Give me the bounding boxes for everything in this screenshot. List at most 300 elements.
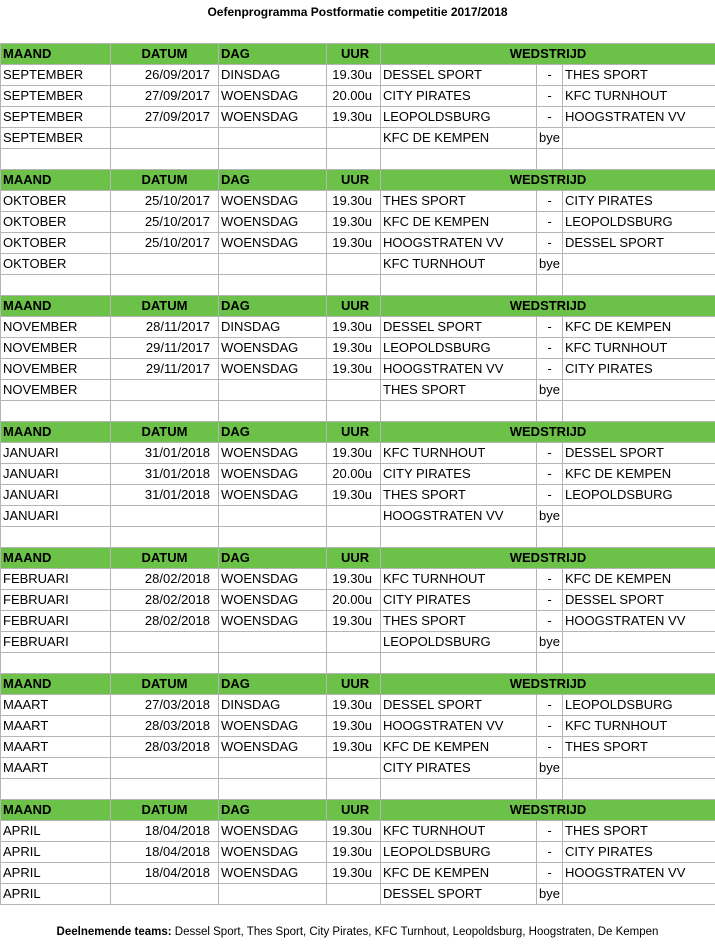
uur-cell: 20.00u	[327, 590, 381, 611]
dag-cell: WOENSDAG	[219, 842, 327, 863]
match-row	[1, 443, 715, 464]
header-maand: MAAND	[1, 422, 111, 443]
participating-teams	[0, 924, 715, 940]
empty-cell	[1, 653, 111, 674]
uur-cell: 19.30u	[327, 233, 381, 254]
empty-cell	[111, 275, 219, 296]
match-row	[1, 233, 715, 254]
match-row	[1, 632, 715, 653]
uur-cell	[327, 884, 381, 905]
dag-cell: DINSDAG	[219, 65, 327, 86]
separator-cell: -	[537, 485, 563, 506]
empty-cell	[1, 779, 111, 800]
match-row	[1, 737, 715, 758]
empty-row	[1, 653, 715, 674]
uur-cell: 19.30u	[327, 338, 381, 359]
empty-row	[1, 401, 715, 422]
header-row	[1, 170, 715, 191]
empty-cell	[537, 653, 563, 674]
match-row	[1, 464, 715, 485]
match-row	[1, 338, 715, 359]
uur-cell: 19.30u	[327, 359, 381, 380]
separator-cell: -	[537, 716, 563, 737]
empty-cell	[219, 401, 327, 422]
header-dag: DAG	[219, 674, 327, 695]
header-datum: DATUM	[111, 44, 219, 65]
header-uur: UUR	[327, 422, 381, 443]
empty-cell	[381, 275, 537, 296]
maand-cell: JANUARI	[1, 485, 111, 506]
separator-cell: bye	[537, 506, 563, 527]
home-team-cell: CITY PIRATES	[381, 758, 537, 779]
header-maand: MAAND	[1, 674, 111, 695]
empty-cell	[1, 275, 111, 296]
datum-cell: 31/01/2018	[111, 464, 219, 485]
empty-cell	[327, 275, 381, 296]
datum-cell: 28/11/2017	[111, 317, 219, 338]
dag-cell	[219, 506, 327, 527]
home-team-cell: CITY PIRATES	[381, 464, 537, 485]
match-row	[1, 254, 715, 275]
datum-cell	[111, 380, 219, 401]
match-row	[1, 821, 715, 842]
empty-cell	[381, 149, 537, 170]
maand-cell: OKTOBER	[1, 254, 111, 275]
datum-cell	[111, 506, 219, 527]
dag-cell	[219, 632, 327, 653]
uur-cell: 19.30u	[327, 191, 381, 212]
uur-cell	[327, 380, 381, 401]
header-maand: MAAND	[1, 296, 111, 317]
match-row	[1, 569, 715, 590]
empty-cell	[381, 779, 537, 800]
separator-cell: bye	[537, 758, 563, 779]
dag-cell	[219, 380, 327, 401]
match-row	[1, 506, 715, 527]
home-team-cell: CITY PIRATES	[381, 590, 537, 611]
home-team-cell: HOOGSTRATEN VV	[381, 359, 537, 380]
empty-cell	[327, 149, 381, 170]
datum-cell	[111, 758, 219, 779]
separator-cell: -	[537, 317, 563, 338]
uur-cell: 19.30u	[327, 611, 381, 632]
maand-cell: APRIL	[1, 821, 111, 842]
away-team-cell	[563, 632, 715, 653]
maand-cell: OKTOBER	[1, 191, 111, 212]
home-team-cell: KFC TURNHOUT	[381, 254, 537, 275]
separator-cell: -	[537, 863, 563, 884]
match-row	[1, 107, 715, 128]
maand-cell: FEBRUARI	[1, 590, 111, 611]
header-row	[1, 800, 715, 821]
match-row	[1, 611, 715, 632]
maand-cell: NOVEMBER	[1, 317, 111, 338]
home-team-cell: KFC DE KEMPEN	[381, 737, 537, 758]
empty-cell	[537, 275, 563, 296]
datum-cell: 25/10/2017	[111, 233, 219, 254]
uur-cell: 19.30u	[327, 485, 381, 506]
datum-cell	[111, 632, 219, 653]
dag-cell: WOENSDAG	[219, 821, 327, 842]
maand-cell: MAART	[1, 716, 111, 737]
away-team-cell: THES SPORT	[563, 821, 715, 842]
separator-cell: -	[537, 212, 563, 233]
uur-cell: 19.30u	[327, 821, 381, 842]
datum-cell: 29/11/2017	[111, 338, 219, 359]
header-wedstrijd: WEDSTRIJD	[381, 422, 715, 443]
header-maand: MAAND	[1, 800, 111, 821]
away-team-cell: HOOGSTRATEN VV	[563, 611, 715, 632]
separator-cell: bye	[537, 884, 563, 905]
maand-cell: MAART	[1, 737, 111, 758]
empty-cell	[219, 779, 327, 800]
match-row	[1, 128, 715, 149]
maand-cell: FEBRUARI	[1, 632, 111, 653]
empty-cell	[381, 653, 537, 674]
home-team-cell: THES SPORT	[381, 380, 537, 401]
dag-cell: WOENSDAG	[219, 191, 327, 212]
away-team-cell	[563, 380, 715, 401]
header-maand: MAAND	[1, 170, 111, 191]
match-row	[1, 485, 715, 506]
header-maand: MAAND	[1, 548, 111, 569]
uur-cell: 19.30u	[327, 863, 381, 884]
match-row	[1, 758, 715, 779]
datum-cell: 28/02/2018	[111, 611, 219, 632]
away-team-cell: HOOGSTRATEN VV	[563, 107, 715, 128]
datum-cell: 27/09/2017	[111, 107, 219, 128]
header-datum: DATUM	[111, 674, 219, 695]
uur-cell: 19.30u	[327, 737, 381, 758]
header-datum: DATUM	[111, 800, 219, 821]
dag-cell: DINSDAG	[219, 695, 327, 716]
away-team-cell: HOOGSTRATEN VV	[563, 863, 715, 884]
header-uur: UUR	[327, 44, 381, 65]
maand-cell: MAART	[1, 758, 111, 779]
dag-cell: WOENSDAG	[219, 569, 327, 590]
home-team-cell: LEOPOLDSBURG	[381, 107, 537, 128]
header-datum: DATUM	[111, 170, 219, 191]
empty-cell	[111, 401, 219, 422]
empty-cell	[563, 653, 715, 674]
dag-cell: WOENSDAG	[219, 716, 327, 737]
maand-cell: JANUARI	[1, 506, 111, 527]
uur-cell: 19.30u	[327, 107, 381, 128]
empty-cell	[1, 149, 111, 170]
datum-cell: 28/02/2018	[111, 590, 219, 611]
match-row	[1, 590, 715, 611]
away-team-cell: KFC DE KEMPEN	[563, 464, 715, 485]
empty-row	[1, 779, 715, 800]
home-team-cell: THES SPORT	[381, 611, 537, 632]
uur-cell: 19.30u	[327, 65, 381, 86]
dag-cell: WOENSDAG	[219, 338, 327, 359]
empty-cell	[327, 401, 381, 422]
empty-cell	[111, 779, 219, 800]
separator-cell: -	[537, 233, 563, 254]
datum-cell	[111, 254, 219, 275]
match-row	[1, 695, 715, 716]
header-dag: DAG	[219, 296, 327, 317]
maand-cell: OKTOBER	[1, 212, 111, 233]
separator-cell: bye	[537, 380, 563, 401]
empty-cell	[537, 527, 563, 548]
header-row	[1, 674, 715, 695]
separator-cell: -	[537, 590, 563, 611]
empty-cell	[111, 653, 219, 674]
dag-cell	[219, 128, 327, 149]
separator-cell: -	[537, 464, 563, 485]
away-team-cell	[563, 758, 715, 779]
away-team-cell: LEOPOLDSBURG	[563, 485, 715, 506]
empty-row	[1, 275, 715, 296]
away-team-cell: CITY PIRATES	[563, 359, 715, 380]
empty-row	[1, 149, 715, 170]
empty-cell	[111, 149, 219, 170]
header-datum: DATUM	[111, 296, 219, 317]
empty-cell	[537, 149, 563, 170]
datum-cell: 28/03/2018	[111, 737, 219, 758]
header-dag: DAG	[219, 548, 327, 569]
dag-cell: WOENSDAG	[219, 611, 327, 632]
home-team-cell: DESSEL SPORT	[381, 65, 537, 86]
away-team-cell: THES SPORT	[563, 65, 715, 86]
away-team-cell: LEOPOLDSBURG	[563, 212, 715, 233]
maand-cell: JANUARI	[1, 464, 111, 485]
header-dag: DAG	[219, 800, 327, 821]
empty-cell	[219, 275, 327, 296]
match-row	[1, 191, 715, 212]
datum-cell: 29/11/2017	[111, 359, 219, 380]
participating-teams-label: Deelnemende teams:	[56, 926, 172, 938]
away-team-cell	[563, 506, 715, 527]
home-team-cell: LEOPOLDSBURG	[381, 338, 537, 359]
dag-cell: WOENSDAG	[219, 233, 327, 254]
empty-cell	[537, 401, 563, 422]
separator-cell: -	[537, 842, 563, 863]
separator-cell: -	[537, 191, 563, 212]
empty-cell	[111, 527, 219, 548]
header-uur: UUR	[327, 170, 381, 191]
match-row	[1, 359, 715, 380]
empty-cell	[381, 401, 537, 422]
maand-cell: SEPTEMBER	[1, 107, 111, 128]
home-team-cell: LEOPOLDSBURG	[381, 632, 537, 653]
away-team-cell: CITY PIRATES	[563, 191, 715, 212]
header-uur: UUR	[327, 800, 381, 821]
dag-cell: WOENSDAG	[219, 212, 327, 233]
maand-cell: NOVEMBER	[1, 380, 111, 401]
datum-cell: 18/04/2018	[111, 821, 219, 842]
dag-cell: WOENSDAG	[219, 863, 327, 884]
uur-cell: 19.30u	[327, 317, 381, 338]
datum-cell	[111, 128, 219, 149]
uur-cell	[327, 254, 381, 275]
empty-cell	[563, 779, 715, 800]
maand-cell: SEPTEMBER	[1, 65, 111, 86]
home-team-cell: CITY PIRATES	[381, 86, 537, 107]
away-team-cell: KFC TURNHOUT	[563, 86, 715, 107]
header-dag: DAG	[219, 44, 327, 65]
dag-cell: WOENSDAG	[219, 590, 327, 611]
datum-cell: 26/09/2017	[111, 65, 219, 86]
separator-cell: bye	[537, 632, 563, 653]
empty-cell	[327, 779, 381, 800]
home-team-cell: HOOGSTRATEN VV	[381, 506, 537, 527]
uur-cell: 20.00u	[327, 86, 381, 107]
uur-cell: 20.00u	[327, 464, 381, 485]
away-team-cell: CITY PIRATES	[563, 842, 715, 863]
match-row	[1, 842, 715, 863]
maand-cell: FEBRUARI	[1, 611, 111, 632]
datum-cell: 25/10/2017	[111, 212, 219, 233]
empty-cell	[219, 149, 327, 170]
separator-cell: -	[537, 107, 563, 128]
dag-cell: WOENSDAG	[219, 485, 327, 506]
datum-cell: 18/04/2018	[111, 842, 219, 863]
header-wedstrijd: WEDSTRIJD	[381, 170, 715, 191]
away-team-cell: DESSEL SPORT	[563, 233, 715, 254]
header-uur: UUR	[327, 674, 381, 695]
empty-cell	[219, 653, 327, 674]
separator-cell: -	[537, 569, 563, 590]
header-dag: DAG	[219, 422, 327, 443]
separator-cell: -	[537, 611, 563, 632]
separator-cell: -	[537, 65, 563, 86]
maand-cell: MAART	[1, 695, 111, 716]
maand-cell: OKTOBER	[1, 233, 111, 254]
empty-cell	[1, 527, 111, 548]
page-title: Oefenprogramma Postformatie competitie 2017/2018	[207, 5, 508, 19]
header-wedstrijd: WEDSTRIJD	[381, 44, 715, 65]
header-wedstrijd: WEDSTRIJD	[381, 548, 715, 569]
dag-cell: WOENSDAG	[219, 464, 327, 485]
away-team-cell: KFC TURNHOUT	[563, 338, 715, 359]
datum-cell: 25/10/2017	[111, 191, 219, 212]
datum-cell: 18/04/2018	[111, 863, 219, 884]
header-row	[1, 296, 715, 317]
header-row	[1, 422, 715, 443]
datum-cell: 27/03/2018	[111, 695, 219, 716]
header-uur: UUR	[327, 548, 381, 569]
empty-cell	[327, 527, 381, 548]
maand-cell: APRIL	[1, 842, 111, 863]
uur-cell: 19.30u	[327, 842, 381, 863]
header-datum: DATUM	[111, 548, 219, 569]
uur-cell	[327, 758, 381, 779]
maand-cell: JANUARI	[1, 443, 111, 464]
uur-cell: 19.30u	[327, 212, 381, 233]
uur-cell: 19.30u	[327, 443, 381, 464]
datum-cell: 31/01/2018	[111, 443, 219, 464]
home-team-cell: HOOGSTRATEN VV	[381, 716, 537, 737]
datum-cell: 27/09/2017	[111, 86, 219, 107]
header-wedstrijd: WEDSTRIJD	[381, 674, 715, 695]
match-row	[1, 212, 715, 233]
match-row	[1, 716, 715, 737]
away-team-cell: THES SPORT	[563, 737, 715, 758]
away-team-cell: LEOPOLDSBURG	[563, 695, 715, 716]
separator-cell: -	[537, 338, 563, 359]
maand-cell: NOVEMBER	[1, 359, 111, 380]
away-team-cell: KFC DE KEMPEN	[563, 569, 715, 590]
header-dag: DAG	[219, 170, 327, 191]
dag-cell: WOENSDAG	[219, 359, 327, 380]
away-team-cell	[563, 884, 715, 905]
home-team-cell: LEOPOLDSBURG	[381, 842, 537, 863]
maand-cell: SEPTEMBER	[1, 128, 111, 149]
dag-cell: DINSDAG	[219, 317, 327, 338]
datum-cell: 31/01/2018	[111, 485, 219, 506]
separator-cell: bye	[537, 128, 563, 149]
separator-cell: -	[537, 86, 563, 107]
maand-cell: FEBRUARI	[1, 569, 111, 590]
uur-cell: 19.30u	[327, 569, 381, 590]
empty-cell	[563, 527, 715, 548]
home-team-cell: KFC DE KEMPEN	[381, 212, 537, 233]
uur-cell: 19.30u	[327, 695, 381, 716]
separator-cell: -	[537, 821, 563, 842]
match-row	[1, 863, 715, 884]
home-team-cell: HOOGSTRATEN VV	[381, 233, 537, 254]
header-wedstrijd: WEDSTRIJD	[381, 296, 715, 317]
header-datum: DATUM	[111, 422, 219, 443]
empty-cell	[537, 779, 563, 800]
separator-cell: -	[537, 695, 563, 716]
maand-cell: NOVEMBER	[1, 338, 111, 359]
empty-cell	[563, 275, 715, 296]
maand-cell: APRIL	[1, 884, 111, 905]
separator-cell: -	[537, 443, 563, 464]
separator-cell: bye	[537, 254, 563, 275]
empty-cell	[219, 527, 327, 548]
home-team-cell: KFC DE KEMPEN	[381, 128, 537, 149]
header-wedstrijd: WEDSTRIJD	[381, 800, 715, 821]
dag-cell	[219, 884, 327, 905]
header-maand: MAAND	[1, 44, 111, 65]
schedule-table	[0, 43, 715, 905]
dag-cell: WOENSDAG	[219, 86, 327, 107]
header-uur: UUR	[327, 296, 381, 317]
dag-cell: WOENSDAG	[219, 443, 327, 464]
match-row	[1, 65, 715, 86]
home-team-cell: DESSEL SPORT	[381, 695, 537, 716]
away-team-cell: KFC DE KEMPEN	[563, 317, 715, 338]
maand-cell: APRIL	[1, 863, 111, 884]
home-team-cell: KFC TURNHOUT	[381, 821, 537, 842]
empty-cell	[1, 401, 111, 422]
empty-cell	[327, 653, 381, 674]
datum-cell: 28/03/2018	[111, 716, 219, 737]
match-row	[1, 884, 715, 905]
header-row	[1, 548, 715, 569]
away-team-cell: DESSEL SPORT	[563, 590, 715, 611]
match-row	[1, 380, 715, 401]
home-team-cell: DESSEL SPORT	[381, 884, 537, 905]
empty-row	[1, 527, 715, 548]
home-team-cell: KFC DE KEMPEN	[381, 863, 537, 884]
away-team-cell	[563, 128, 715, 149]
match-row	[1, 317, 715, 338]
datum-cell	[111, 884, 219, 905]
uur-cell	[327, 632, 381, 653]
home-team-cell: THES SPORT	[381, 191, 537, 212]
uur-cell: 19.30u	[327, 716, 381, 737]
home-team-cell: DESSEL SPORT	[381, 317, 537, 338]
away-team-cell: DESSEL SPORT	[563, 443, 715, 464]
maand-cell: SEPTEMBER	[1, 86, 111, 107]
header-row	[1, 44, 715, 65]
